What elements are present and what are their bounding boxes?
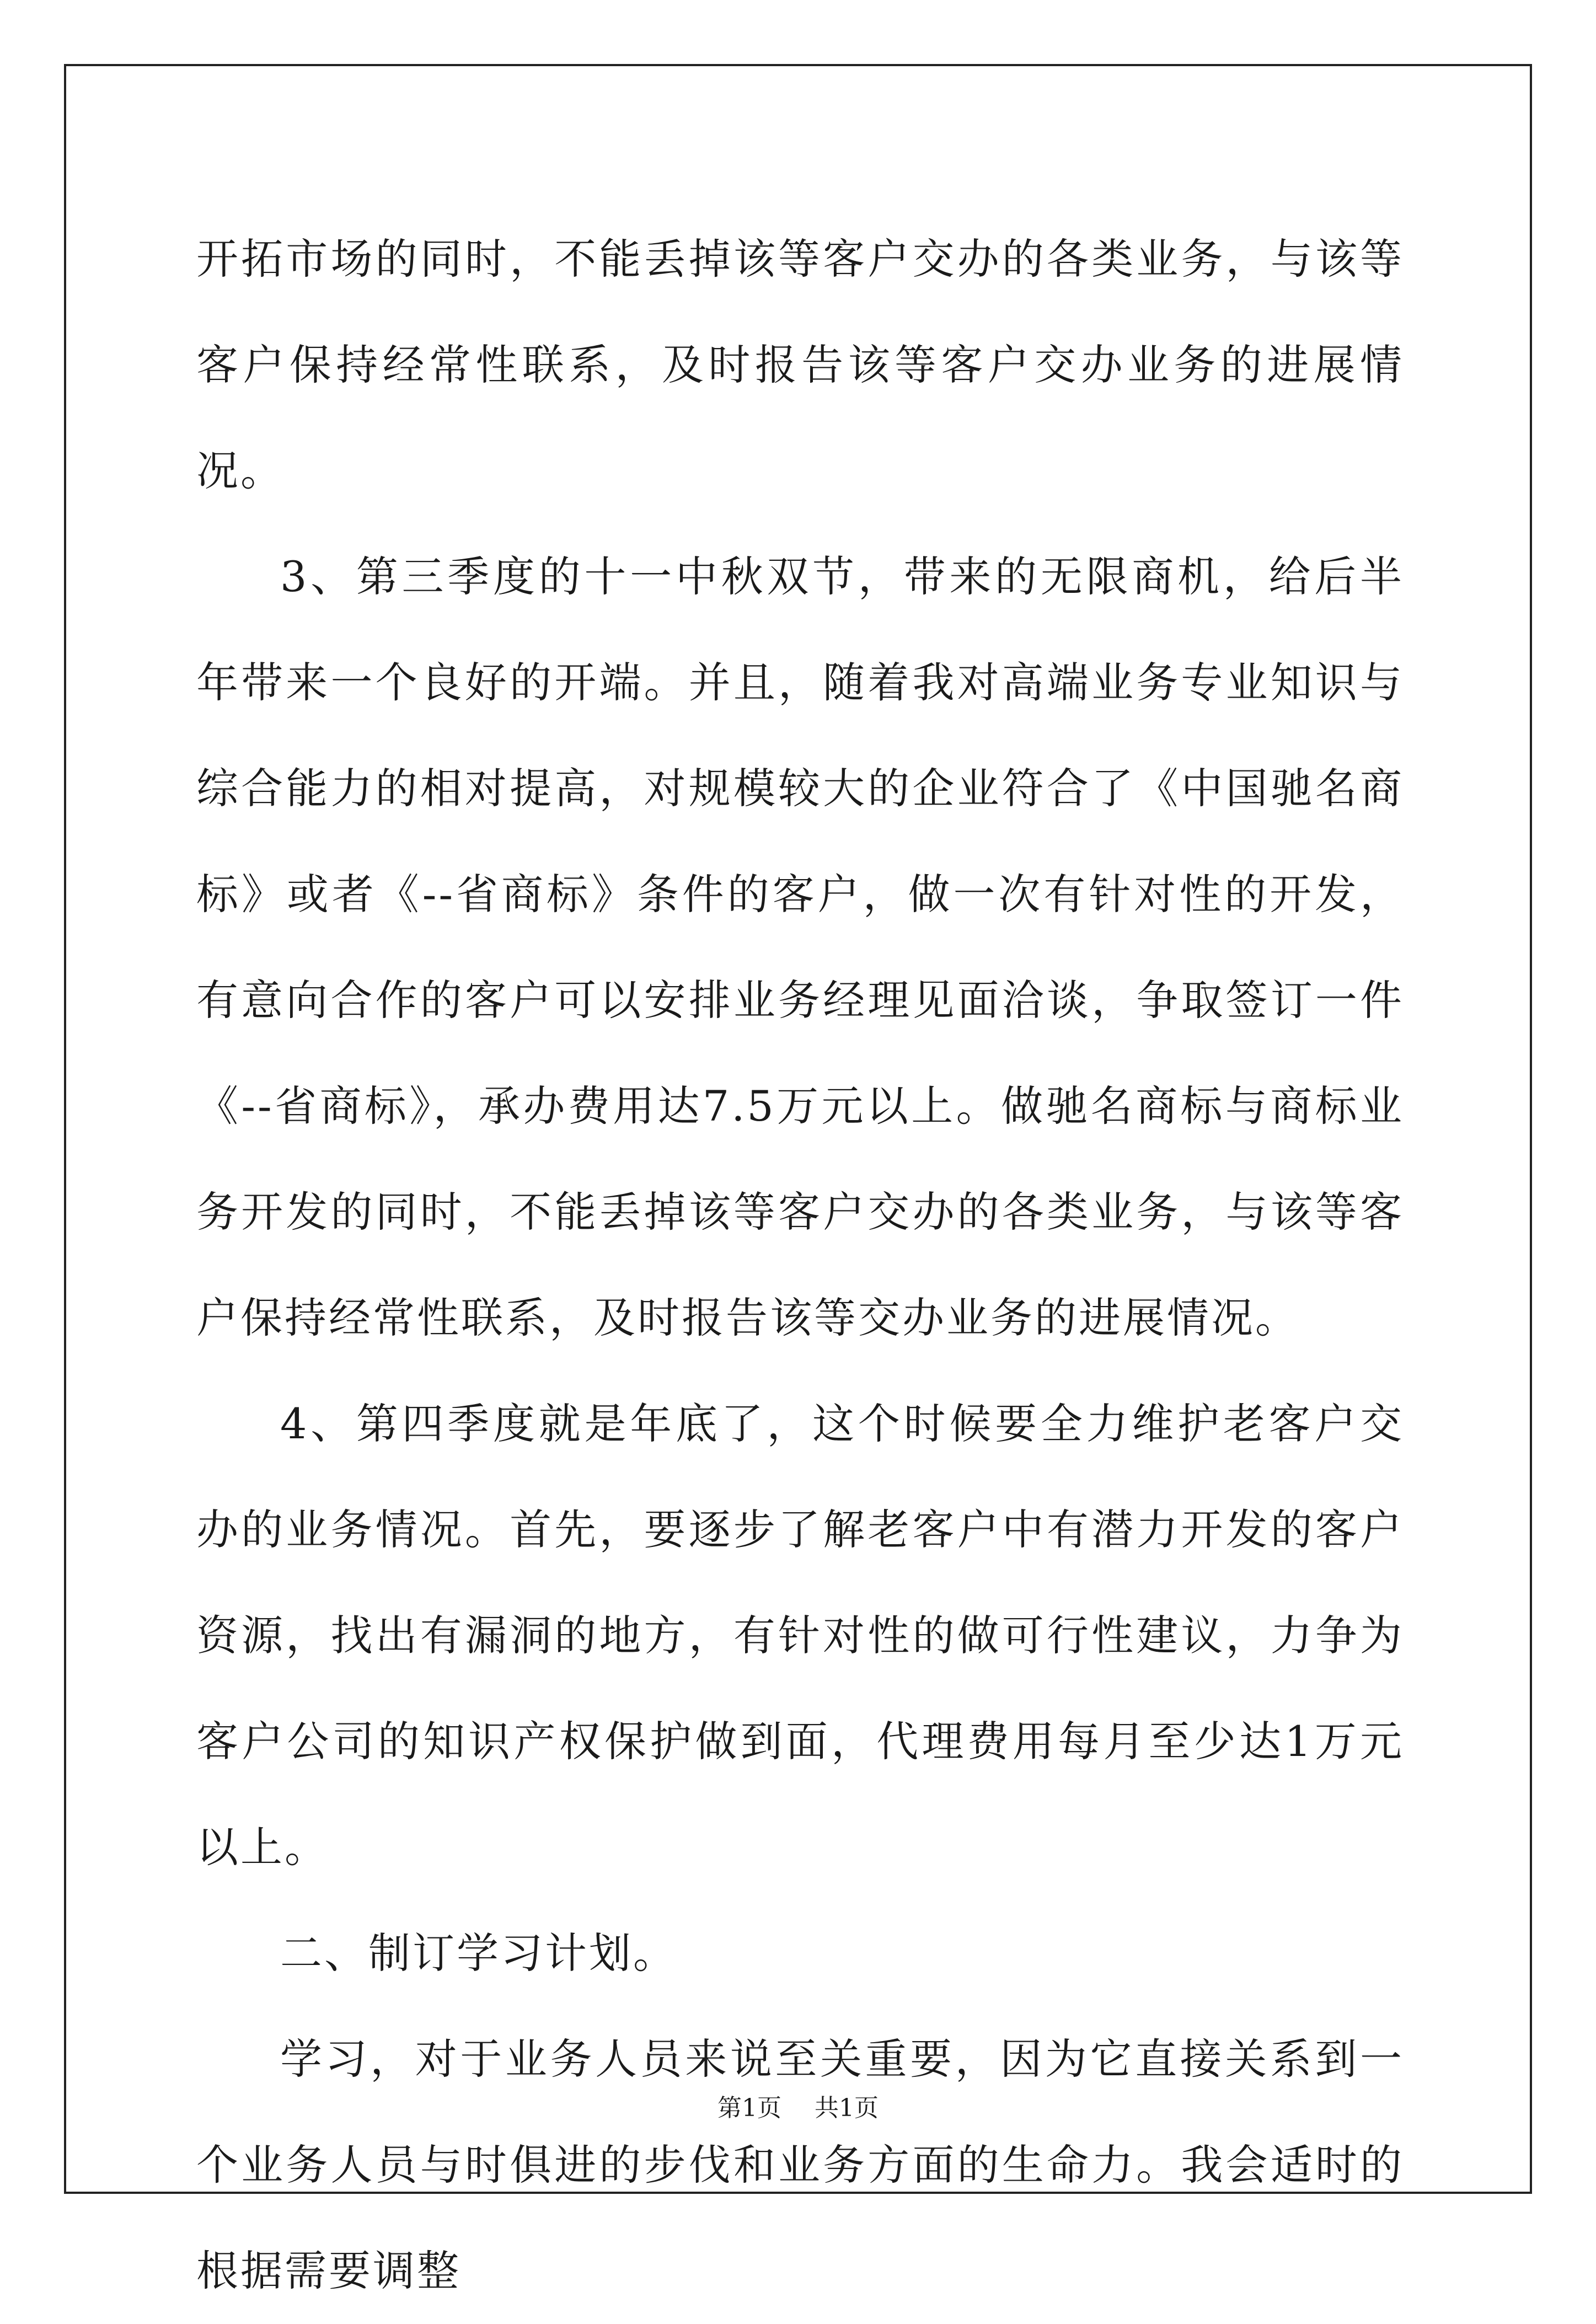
- paragraph-2: 3、第三季度的十一中秋双节，带来的无限商机，给后半年带来一个良好的开端。并且，随着我对高端业务专业知识与综合能力的相对提高，对规模较大的企业符合了《中国驰名商标》或者《--省商标》条件的客户，做一次有针对性的开发，有意向合作的客户可以安排业务经理见面洽谈，争取签订一件《--省商标》，承办费用达7.5万元以上。做驰名商标与商标业务开发的同时，不能丢掉该等客户交办的各类业务，与该等客户保持经常性联系，及时报告该等交办业务的进展情况。: [196, 552, 1404, 1342]
- page-total: 共1页: [815, 2094, 879, 2122]
- page-number: 第1页: [717, 2094, 781, 2122]
- paragraph-4: 二、制订学习计划。: [280, 1929, 677, 1978]
- document-body: [196, 206, 1404, 2324]
- paragraph-1: 开拓市场的同时，不能丢掉该等客户交办的各类业务，与该等客户保持经常性联系，及时报告该等客户交办业务的进展情况。: [196, 234, 1404, 495]
- paragraph-3: 4、第四季度就是年底了，这个时候要全力维护老客户交办的业务情况。首先，要逐步了解老客户中有潜力开发的客户资源，找出有漏洞的地方，有针对性的做可行性建议，力争为客户公司的知识产权保护做到面，代理费用每月至少达1万元以上。: [196, 1399, 1404, 1872]
- page-footer: [0, 2093, 1596, 2124]
- paragraph-5: 学习，对于业务人员来说至关重要，因为它直接关系到一个业务人员与时俱进的步伐和业务方面的生命力。我会适时的根据需要调整: [196, 2034, 1404, 2295]
